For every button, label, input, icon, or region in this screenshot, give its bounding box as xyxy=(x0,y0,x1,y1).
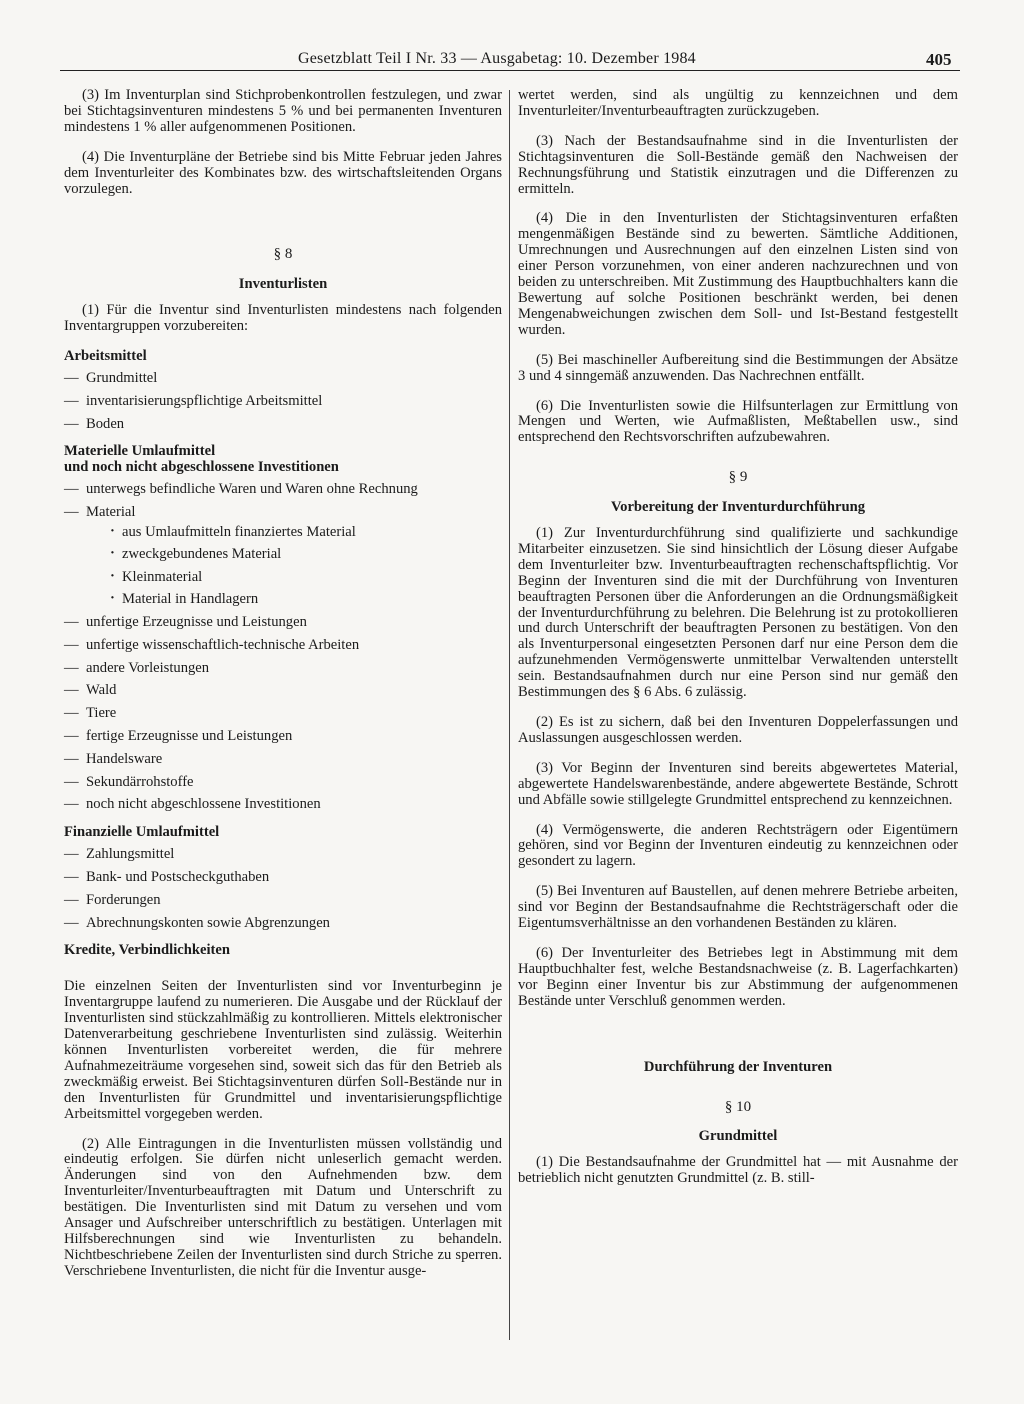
paragraph-4: (4) Die in den Inventurlisten der Stichtagsinventuren erfaßten mengenmäßigen Bestände sind zu bewerten. Sämtliche Additionen, Umrechnungen und Ausrechnungen auf den einzelnen Listen sind von einer Person vorzunehmen, von einer anderen nachzurechnen und von beiden zu unterschreiben. Mit Zustimmung des Hauptbuchhalters kann die Bewertung auf solche Positionen beschränkt werden, bei denen Mengenabweichungen zwischen dem Soll- und Ist-Bestand festgestellt wurden. xyxy=(518,210,958,338)
section-9-paragraph-6: (6) Der Inventurleiter des Betriebes legt in Abstimmung mit dem Hauptbuchhalter fest, welche Bestandsnachweise (z. B. Lagerfachkarten) vor Beginn einer Inventur bis zur Abstimmung der aufgenommenen Bestände unter Verschluß genommen werden. xyxy=(518,944,958,1009)
group-heading-umlaufmittel-2: und noch nicht abgeschlossene Investitionen xyxy=(64,459,339,476)
sub-list-item: · Kleinmaterial xyxy=(110,570,502,586)
list-item: — noch nicht abgeschlossene Investitionen xyxy=(64,797,502,813)
list-item: — Abrechnungskonten sowie Abgrenzungen xyxy=(64,916,502,932)
paragraph-continuation: wertet werden, sind als ungültig zu kennzeichnen und dem Inventurleiter/Inventurbeauftragten zurückzugeben. xyxy=(518,87,958,119)
group-list-finanzielle-umlaufmittel xyxy=(64,847,502,931)
list-item: — Sekundärrohstoffe xyxy=(64,775,502,791)
section-8-paragraph-1: (1) Für die Inventur sind Inventurlisten mindestens nach folgenden Inventargruppen vorzubereiten: xyxy=(64,302,502,335)
section-10-title: Grundmittel xyxy=(698,1128,778,1145)
page-number: 405 xyxy=(926,50,952,69)
list-item: — Grundmittel xyxy=(64,371,502,387)
list-item: — andere Vorleistungen xyxy=(64,661,502,677)
header-rule xyxy=(60,70,960,71)
section-9-paragraph-2: (2) Es ist zu sichern, daß bei den Inventuren Doppelerfassungen und Auslassungen ausgeschlossen werden. xyxy=(518,714,958,746)
paragraph-3: (3) Nach der Bestandsaufnahme sind in die Inventurlisten der Stichtagsinventuren die Soll-Bestände gemäß den Nachweisen der Rechnungsführung und Statistik einzutragen und die Differenzen zu ermitteln. xyxy=(518,132,958,197)
section-10-number: § 10 xyxy=(724,1098,752,1115)
group-heading-arbeitsmittel: Arbeitsmittel xyxy=(64,348,147,365)
paragraph-3: (3) Im Inventurplan sind Stichprobenkontrollen festzulegen, und zwar bei Stichtagsinventuren mindestens 5 % und bei permanenten Inventuren mindestens 1 % aller aufgenommenen Positionen. xyxy=(64,87,502,135)
section-9-paragraph-1: (1) Zur Inventurdurchführung sind qualifizierte und sachkundige Mitarbeiter einzusetzen. Sie sind hinsichtlich der Lösung dieser Aufgabe dem Inventurleiter bzw. Inventurbeauftragten rechenschaftspflichtig. Vor Beginn der Inventuren sind die mit der Durchführung von Inventuren beauftragten Personen über die Anforderungen an die Ordnungsmäßigkeit der Inventurdurchführung zu belehren. Die Belehrung ist zu protokollieren und durch Unterschrift der beauftragten Personen zu bestätigen. Von den als Inventurpersonal eingesetzten Personen darf nur eine Person dem die aufzunehmenden Vermögenswerte unmittelbar Verwaltenden unterstellt sein. Bestandsaufnahmen durch nur eine Person sind nur gemäß den Bestimmungen des § 6 Abs. 6 zulässig. xyxy=(518,525,958,701)
list-item: — Wald xyxy=(64,683,502,699)
right-column xyxy=(518,88,958,1201)
sub-list-item: · aus Umlaufmitteln finanziertes Material xyxy=(110,525,502,541)
paragraph-2: (2) Alle Eintragungen in die Inventurlisten müssen vollständig und eindeutig erfolgen. Sie dürfen nicht unleserlich gemacht werden. Änderungen sind von den Aufnehmenden bzw. dem Inventurleiter/Inventurbeauftragten mit Datum und Unterschrift zu bestätigen. Die Inventurlisten sind mit Datum zu versehen und vom Ansager und Aufschreiber unterschriftlich zu bestätigen. Unterlagen mit Hilfsberechnungen sind wie Inventurlisten zu behandeln. Nichtbeschriebene Zeilen der Inventurlisten sind durch Striche zu sperren. Verschriebene Inventurlisten, die nicht für die Inventur ausge- xyxy=(64,1135,502,1279)
group-heading-kredite: Kredite, Verbindlichkeiten xyxy=(64,942,230,959)
list-item: — Tiere xyxy=(64,706,502,722)
section-8-number: § 8 xyxy=(273,246,293,263)
paragraph-6: (6) Die Inventurlisten sowie die Hilfsunterlagen zur Ermittlung von Mengen und Werten, wie Aufmaßlisten, Meßtabellen usw., sind entsprechend den Rechtsvorschriften aufzubewahren. xyxy=(518,397,958,446)
group-heading-umlaufmittel-1: Materielle Umlaufmittel xyxy=(64,443,216,460)
list-item xyxy=(64,505,502,608)
group-list-arbeitsmittel xyxy=(64,371,502,433)
list-item: — inventarisierungspflichtige Arbeitsmittel xyxy=(64,394,502,410)
section-8-title: Inventurlisten xyxy=(238,276,328,293)
sub-list-item: · Material in Handlagern xyxy=(110,592,502,608)
part-title: Durchführung der Inventuren xyxy=(643,1058,833,1075)
paragraph-4: (4) Die Inventurpläne der Betriebe sind bis Mitte Februar jeden Jahres dem Inventurleiter des Kombinates bzw. des wirtschaftsleitenden Organs vorzulegen. xyxy=(64,148,502,197)
paragraph-5: (5) Bei maschineller Aufbereitung sind die Bestimmungen der Absätze 3 und 4 sinngemäß anzuwenden. Das Nachrechnen entfällt. xyxy=(518,351,958,384)
group-heading-finanzielle-umlaufmittel: Finanzielle Umlaufmittel xyxy=(64,824,220,841)
section-9-title: Vorbereitung der Inventurdurchführung xyxy=(610,499,866,516)
list-item: — Boden xyxy=(64,417,502,433)
list-item: — unterwegs befindliche Waren und Waren ohne Rechnung xyxy=(64,482,502,498)
left-column xyxy=(64,88,502,1294)
section-9-paragraph-5: (5) Bei Inventuren auf Baustellen, auf denen mehrere Betriebe arbeiten, sind vor Beginn der Bestandsaufnahme die Rechtsträgerschaft oder die Eigentumsverhältnisse an den vorhandenen Beständen zu klären. xyxy=(518,883,958,932)
list-item-label: Material xyxy=(86,504,136,521)
section-9-paragraph-4: (4) Vermögenswerte, die anderen Rechtsträgern oder Eigentümern gehören, sind vor Beginn der Inventuren eindeutig zu kennzeichnen oder gesondert zu lagern. xyxy=(518,821,958,870)
section-9-paragraph-3: (3) Vor Beginn der Inventuren sind bereits abgewertetes Material, abgewertete Handelswarenbestände, andere abgewertete Bestände, Schrott und Abfälle sowie stillgelegte Grundmittel entsprechend zu kennzeichnen. xyxy=(518,759,958,808)
list-item: — fertige Erzeugnisse und Leistungen xyxy=(64,729,502,745)
list-item: — unfertige Erzeugnisse und Leistungen xyxy=(64,615,502,631)
list-item: — Handelsware xyxy=(64,752,502,768)
list-item: — Zahlungsmittel xyxy=(64,847,502,863)
sub-list-material xyxy=(86,525,502,608)
section-10-paragraph-1: (1) Die Bestandsaufnahme der Grundmittel hat — mit Ausnahme der betrieblich nicht genutzten Grundmittel (z. B. still- xyxy=(518,1154,958,1187)
sub-list-item: · zweckgebundenes Material xyxy=(110,547,502,563)
section-9-number: § 9 xyxy=(728,469,748,486)
group-list-umlaufmittel xyxy=(64,482,502,813)
paragraph-seiten: Die einzelnen Seiten der Inventurlisten sind vor Inventurbeginn je Inventargruppe laufend zu numerieren. Die Ausgabe und der Rücklauf der Inventurlisten sind stückzahlmäßig zu kontrollieren. Mittels elektronischer Datenverarbeitung geschriebene Inventurlisten sind zulässig. Weiterhin können Inventurlisten vorbereitet werden, die für mehrere Aufnahmezeiträume vorgesehen sind, soweit sich das für den Betrieb als zweckmäßig erweist. Bei Stichtagsinventuren dürfen Soll-Bestände nur in den Inventurlisten für Grundmittel und inventarisierungspflichtige Arbeitsmittel vorgegeben werden. xyxy=(64,978,502,1122)
list-item: — Bank- und Postscheckguthaben xyxy=(64,870,502,886)
column-divider xyxy=(509,90,510,1340)
list-item: — unfertige wissenschaftlich-technische Arbeiten xyxy=(64,638,502,654)
list-item: — Forderungen xyxy=(64,893,502,909)
gazette-title: Gesetzblatt Teil I Nr. 33 — Ausgabetag: 10. Dezember 1984 xyxy=(298,50,696,67)
